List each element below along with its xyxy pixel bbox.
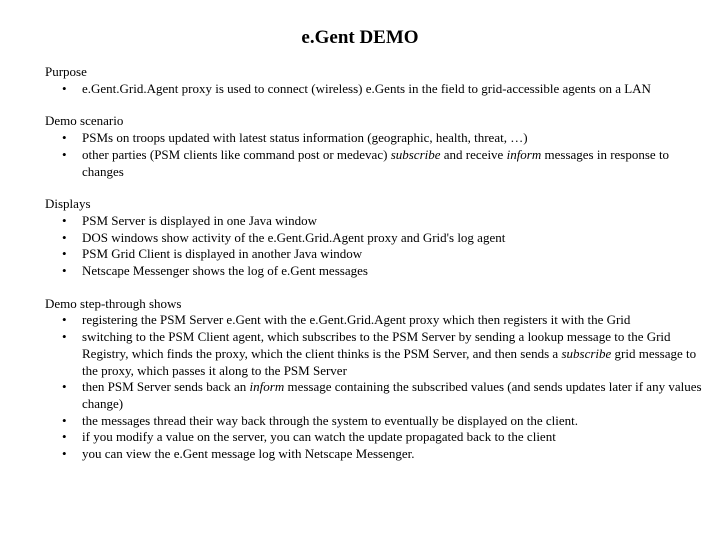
bullet-list [45, 213, 710, 280]
bullet-text: the messages thread their way back through the system to eventually be displayed on the client. [82, 412, 579, 428]
bullet-item [45, 329, 710, 379]
bullet-text: you can view the e.Gent message log with Netscape Messenger. [82, 446, 415, 462]
emphasis-text: subscribe [561, 345, 612, 361]
section-purpose [45, 64, 710, 97]
emphasis-text: inform [506, 146, 542, 162]
section-heading: Purpose [45, 64, 87, 79]
bullet-text: registering the PSM Server e.Gent with the e.Gent.Grid.Agent proxy which then registers it with the Grid [82, 312, 631, 328]
bullet-text: switching to the PSM Client agent, which subscribes to the PSM Server by sending a lookup message to the Grid Registry, which finds the proxy, which the client thinks is the PSM Server, and then sends a [82, 329, 671, 361]
bullet-text: other parties (PSM clients like command post or medevac) [82, 146, 391, 162]
bullet-text: PSMs on troops updated with latest status information (geographic, health, threat, …) [82, 130, 528, 146]
bullet-list [45, 81, 710, 98]
bullet-text: PSM Server is displayed in one Java window [82, 212, 318, 228]
page-title: e.Gent DEMO [301, 27, 419, 48]
bullet-text: grid message to the proxy, which passes it along to the PSM Server [82, 345, 697, 378]
bullet-text: message containing the subscribed values (and sends updates later if any values change) [82, 379, 702, 411]
bullet-text: and receive [440, 146, 507, 162]
bullet-text: e.Gent.Grid.Agent proxy is used to connect (wireless) e.Gents in the field to grid-accessible agents on a LAN [82, 80, 651, 96]
bullet-list [45, 312, 710, 462]
bullet-item [45, 263, 710, 280]
bullet-text: then PSM Server sends back an [82, 379, 250, 395]
bullet-text: Netscape Messenger shows the log of e.Gent messages [82, 263, 368, 279]
bullet-item [45, 246, 710, 263]
bullet-text: if you modify a value on the server, you can watch the update propagated back to the client [82, 429, 556, 445]
bullet-item [45, 81, 710, 98]
section-demo-step-through [45, 296, 710, 463]
emphasis-text: subscribe [390, 146, 441, 162]
bullet-item [45, 213, 710, 230]
bullet-item [45, 130, 710, 147]
section-demo-scenario [45, 113, 710, 180]
bullet-item [45, 312, 710, 329]
bullet-item [45, 446, 710, 463]
bullet-item [45, 230, 710, 247]
bullet-text: DOS windows show activity of the e.Gent.Grid.Agent proxy and Grid's log agent [82, 229, 506, 245]
slide-content [45, 64, 710, 479]
section-displays [45, 196, 710, 280]
section-heading: Demo step-through shows [45, 295, 182, 311]
section-heading: Demo scenario [45, 113, 124, 129]
bullet-item [45, 429, 710, 446]
bullet-list [45, 130, 710, 180]
section-heading: Displays [45, 196, 91, 212]
bullet-text: messages in response to changes [82, 146, 670, 179]
emphasis-text: inform [249, 379, 285, 395]
bullet-item [45, 379, 710, 412]
bullet-text: PSM Grid Client is displayed in another Java window [82, 246, 363, 262]
bullet-item [45, 413, 710, 430]
bullet-item [45, 147, 710, 180]
